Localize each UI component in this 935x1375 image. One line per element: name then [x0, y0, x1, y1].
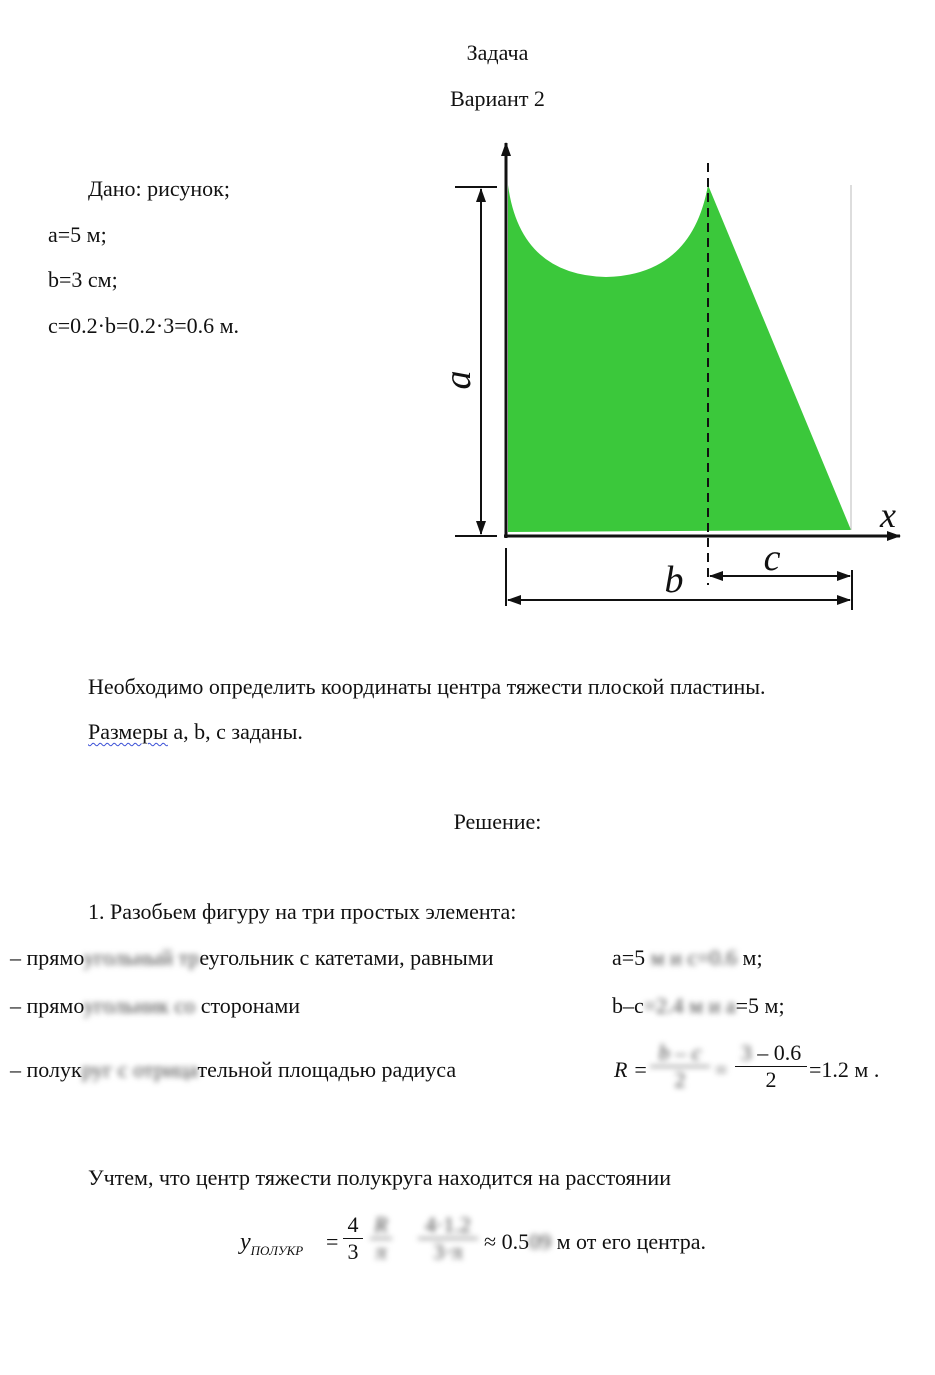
item-1-right-b: м;	[737, 945, 763, 970]
r-fraction-2-denominator: 2	[765, 1067, 777, 1092]
y-approx-blurred: 09	[529, 1229, 552, 1254]
plate-figure	[0, 0, 935, 640]
note-text: Учтем, что центр тяжести полукруга находится на расстоянии	[88, 1165, 671, 1190]
y-fraction-1	[343, 1212, 363, 1265]
y-equals: =	[326, 1229, 339, 1254]
item-2-left	[10, 993, 300, 1019]
item-1-text-b: еугольник с катетами, равными	[199, 945, 494, 970]
label-b: b	[664, 559, 684, 601]
y-subscript: ПОЛУКР	[250, 1242, 304, 1258]
item-2-text-b: сторонами	[195, 993, 301, 1018]
item-3-blurred: руг с отрица	[81, 1057, 198, 1082]
given-intro: Дано: рисунок;	[88, 176, 230, 201]
item-1-text-a: – прямо	[10, 945, 84, 970]
task-line-2-rest: a, b, c заданы.	[167, 719, 303, 744]
item-1-right-a: a=5	[612, 945, 646, 970]
item-3-left	[10, 1057, 456, 1083]
given-a: a=5 м;	[48, 222, 107, 247]
y-fraction-3-denominator: 3·π	[433, 1239, 463, 1264]
r-fraction-2-numerator-blurred: 3	[740, 1040, 752, 1065]
y-fraction-2-numerator: R	[374, 1212, 388, 1237]
y-fraction-3	[418, 1212, 478, 1265]
r-fraction-2-numerator	[735, 1040, 807, 1066]
y-fraction-1-numerator: 4	[347, 1212, 359, 1237]
item-2-right-b: =5 м;	[735, 993, 785, 1018]
task-line-2	[88, 719, 303, 745]
r-fraction-2	[735, 1040, 807, 1093]
item-2-right-a: b–c	[612, 993, 644, 1018]
solution-step-1: 1. Разобьем фигуру на три простых элемента:	[88, 899, 517, 924]
given-c: c=0.2·b=0.2·3=0.6 м.	[48, 313, 240, 338]
item-2-text-a: – прямо	[10, 993, 84, 1018]
y-tail: м от его центра.	[551, 1229, 707, 1254]
item-2-right	[612, 993, 785, 1019]
solution-heading: Решение:	[453, 809, 542, 834]
item-1-blurred: угольный тр	[83, 945, 200, 970]
page-title: Задача	[466, 40, 529, 65]
label-a: a	[437, 370, 479, 390]
item-1-right-blurred: м и c=0.6	[645, 945, 738, 970]
variant-label: Вариант 2	[450, 86, 545, 111]
y-label	[240, 1229, 303, 1259]
item-1-left	[10, 945, 494, 971]
y-symbol: y	[240, 1229, 251, 1255]
plate-shape	[508, 185, 851, 532]
y-result	[484, 1229, 706, 1255]
r-label: R =	[614, 1057, 648, 1082]
y-fraction-1-denominator: 3	[347, 1239, 359, 1264]
item-2-blurred: угольник со	[83, 993, 196, 1018]
item-3-text-a: – полук	[10, 1057, 82, 1082]
label-x: x	[880, 495, 896, 535]
item-2-right-blurred: =2.4 м и a	[643, 993, 736, 1018]
r-fraction-1	[650, 1040, 710, 1093]
item-1-right	[612, 945, 763, 971]
y-fraction-2-denominator: π	[375, 1239, 387, 1264]
r-equals: =	[715, 1057, 728, 1082]
item-3-text-b: тельной площадью радиуса	[197, 1057, 457, 1082]
task-line-1: Необходимо определить координаты центра тяжести плоской пластины.	[88, 674, 766, 699]
y-fraction-3-numerator: 4·1.2	[425, 1212, 471, 1237]
given-b: b=3 см;	[48, 267, 118, 292]
spellcheck-word: Размеры	[88, 719, 168, 744]
r-fraction-1-denominator: 2	[674, 1067, 686, 1092]
y-approx: ≈ 0.5	[484, 1229, 530, 1254]
r-fraction-1-numerator: b – c	[658, 1040, 702, 1065]
r-result: =1.2 м .	[809, 1057, 880, 1082]
r-fraction-2-numerator-text: – 0.6	[757, 1040, 802, 1065]
y-fraction-2	[370, 1212, 392, 1265]
label-c: c	[763, 537, 781, 579]
